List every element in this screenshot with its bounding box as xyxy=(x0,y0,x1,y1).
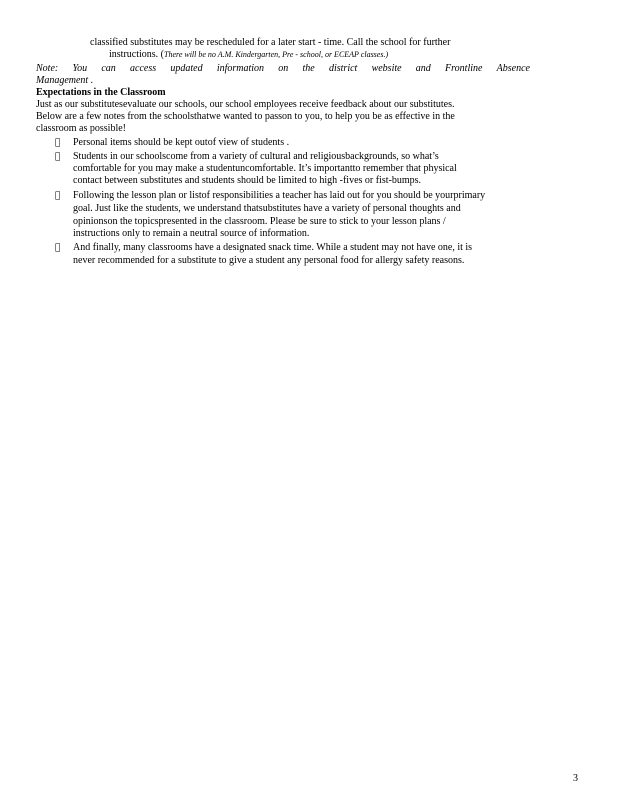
intro-line-2-text: instructions. ( xyxy=(109,49,164,60)
note-word: Note: xyxy=(36,63,59,74)
bullet-icon xyxy=(55,151,60,163)
bullet-icon xyxy=(55,137,60,149)
note-word: the xyxy=(302,63,315,74)
note-line-1 xyxy=(36,63,530,75)
note-word: Frontline xyxy=(445,63,483,74)
bullet-icon xyxy=(55,190,60,202)
bullet-text: goal. Just like the students, we understand thatsubstitutes have a variety of personal thoughts and xyxy=(73,203,461,214)
bullet-text: Following the lesson plan or listof responsibilities a teacher has laid out for you should be yourprimary xyxy=(73,190,486,201)
bullet-text: And finally, many classrooms have a designated snack time. While a student may not have one, it is xyxy=(73,242,473,253)
page-number: 3 xyxy=(573,773,578,784)
note-word: can xyxy=(101,63,116,74)
note-word: updated xyxy=(170,63,203,74)
bullet-text: Students in our schoolscome from a variety of cultural and religiousbackgrounds, so what’s xyxy=(73,151,439,162)
bullet-text: Personal items should be kept outof view of students . xyxy=(73,137,290,148)
bullet-text: instructions only to remain a neutral source of information. xyxy=(73,228,310,239)
intro-line-1: classified substitutes may be rescheduled for a later start - time. Call the school for further xyxy=(90,37,451,48)
intro-line-2-italic: There will be no A.M. Kindergarten, Pre - school, or ECEAP classes.) xyxy=(164,50,389,59)
bullet-text: never recommended for a substitute to give a student any personal food for allergy safety reasons. xyxy=(73,255,465,266)
bullet-text: contact between substitutes and students should be limited to high -fives or fist-bumps. xyxy=(73,175,422,186)
paragraph-line: Just as our substitutesevaluate our schools, our school employees receive feedback about our substitutes. xyxy=(36,99,455,110)
note-word: district xyxy=(328,63,358,74)
bullet-icon xyxy=(55,242,60,254)
section-heading: Expectations in the Classroom xyxy=(36,87,166,98)
note-word: Absence xyxy=(496,63,530,74)
bullet-text: opinionson the topicspresented in the classroom. Please be sure to stick to your lesson plans / xyxy=(73,216,446,227)
note-word: website xyxy=(371,63,402,74)
note-word: and xyxy=(415,63,431,74)
note-word: access xyxy=(130,63,157,74)
note-word: on xyxy=(278,63,289,74)
note-line-2: Management . xyxy=(36,75,94,86)
paragraph-line: classroom as possible! xyxy=(36,123,126,134)
paragraph-line: Below are a few notes from the schoolsthatwe wanted to passon to you, to help you be as effective in the xyxy=(36,111,455,122)
note-word: You xyxy=(72,63,88,74)
note-word: information xyxy=(216,63,265,74)
intro-line-2 xyxy=(109,49,388,61)
bullet-text: comfortable for you may make a studentuncomfortable. It’s importantto remember that physical xyxy=(73,163,457,174)
